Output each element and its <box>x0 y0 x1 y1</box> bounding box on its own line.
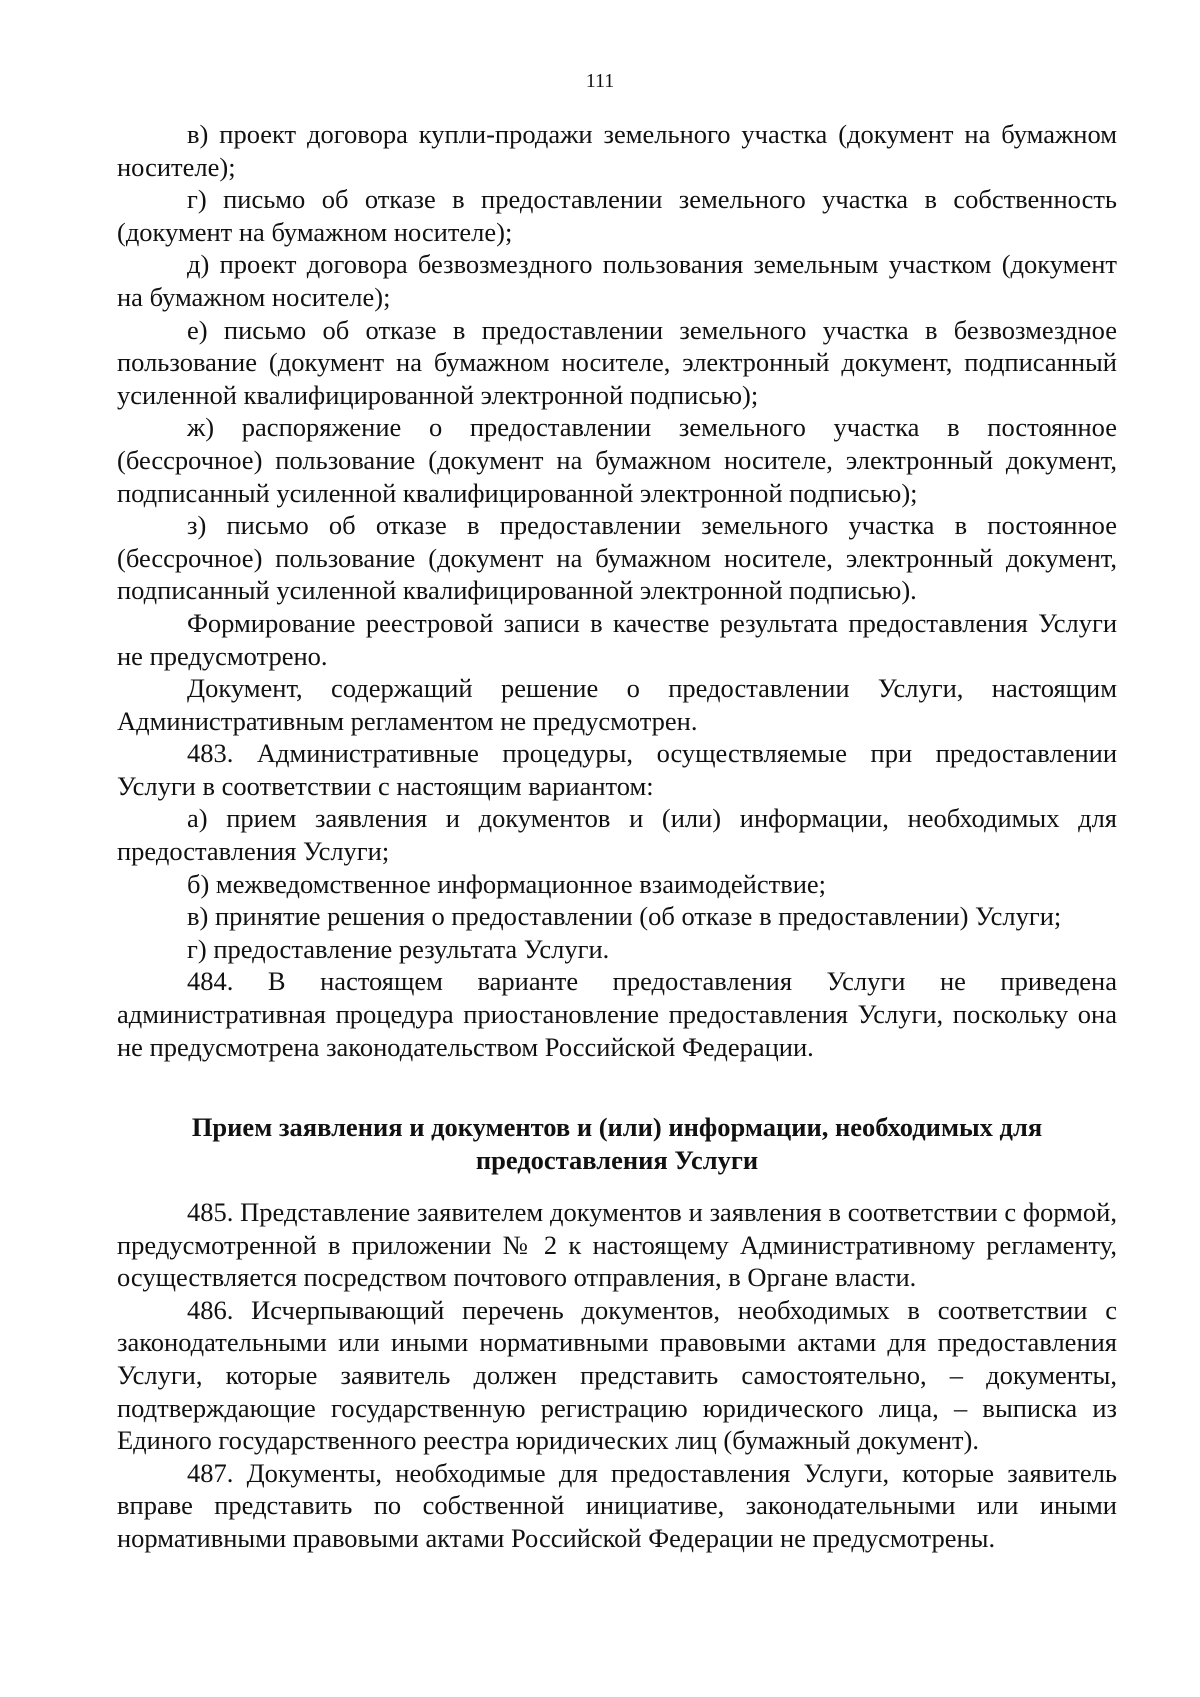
paragraph-487: 487. Документы, необходимые для предоставления Услуги, которые заявитель вправе представить по собственной инициативе, законодательными или иными нормативными правовыми актами Российской Федерации не предусмотрены. <box>117 1457 1117 1553</box>
page-number: 111 <box>585 70 615 92</box>
paragraph-483-v: в) принятие решения о предоставлении (об отказе в предоставлении) Услуги; <box>187 901 1062 932</box>
paragraph-zh: ж) распоряжение о предоставлении земельного участка в постоянное (бессрочное) пользование (документ на бумажном носителе, электронный документ, подписанный усиленной квалифицированной электронной подписью); <box>117 412 1117 508</box>
paragraph-decision-document: Документ, содержащий решение о предоставлении Услуги, настоящим Административным регламентом не предусмотрен. <box>117 673 1117 736</box>
paragraph-registry: Формирование реестровой записи в качестве результата предоставления Услуги не предусмотрено. <box>117 607 1117 671</box>
paragraph-483-b: б) межведомственное информационное взаимодействие; <box>187 868 827 899</box>
section-heading <box>117 1111 1117 1177</box>
paragraph-e: е) письмо об отказе в предоставлении земельного участка в безвозмездное пользование (документ на бумажном носителе, электронный документ, подписанный усиленной квалифицированной электронной подписью); <box>117 314 1117 410</box>
document-body-top <box>117 118 1117 1063</box>
paragraph-485: 485. Представление заявителем документов и заявления в соответствии с формой, предусмотренной в приложении № 2 к настоящему Административному регламенту, осуществляется посредством почтового отправления, в Органе власти. <box>117 1197 1117 1293</box>
paragraph-486: 486. Исчерпывающий перечень документов, необходимых в соответствии с законодательными или иными нормативными правовыми актами для предоставления Услуги, которые заявитель должен представить самостоятельно, – документы, подтверждающие государственную регистрацию юридического лица, – выписка из Единого государственного реестра юридических лиц (бумажный документ). <box>117 1294 1117 1456</box>
document-body-bottom <box>117 1196 1117 1555</box>
section-heading-line-2: предоставления Услуги <box>475 1145 759 1175</box>
paragraph-v: в) проект договора купли-продажи земельного участка (документ на бумажном носителе); <box>117 119 1117 182</box>
paragraph-z: з) письмо об отказе в предоставлении земельного участка в постоянное (бессрочное) пользование (документ на бумажном носителе, электронный документ, подписанный усиленной квалифицированной электронной подписью). <box>117 510 1117 606</box>
paragraph-483-a: а) прием заявления и документов и (или) информации, необходимых для предоставления Услуги; <box>117 803 1117 867</box>
paragraph-g: г) письмо об отказе в предоставлении земельного участка в собственность (документ на бумажном носителе); <box>117 184 1117 247</box>
paragraph-484: 484. В настоящем варианте предоставления Услуги не приведена административная процедура приостановление предоставления Услуги, поскольку она не предусмотрена законодательством Российской Федерации. <box>117 966 1117 1062</box>
paragraph-483-g: г) предоставление результата Услуги. <box>187 933 610 964</box>
paragraph-483: 483. Административные процедуры, осуществляемые при предоставлении Услуги в соответствии с настоящим вариантом: <box>117 738 1117 801</box>
section-heading-line-1: Прием заявления и документов и (или) информации, необходимых для <box>191 1112 1043 1142</box>
paragraph-d: д) проект договора безвозмездного пользования земельным участком (документ на бумажном носителе); <box>117 249 1117 312</box>
